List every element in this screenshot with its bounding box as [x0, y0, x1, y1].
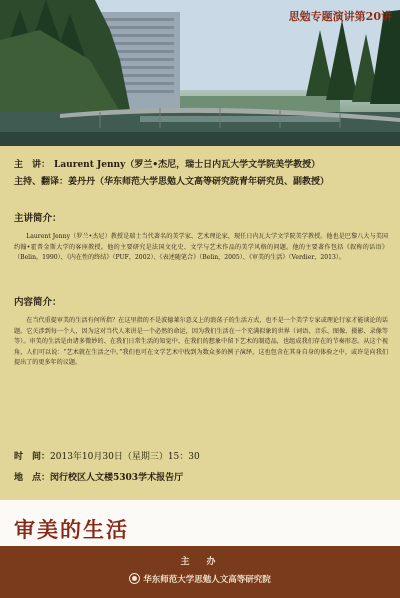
university-emblem-icon	[129, 573, 140, 584]
host-text: 姜丹丹（华东师范大学思勉人文高等研究院青年研究员、副教授）	[68, 177, 330, 187]
content-panel	[0, 146, 400, 500]
host-label: 主持、翻译：	[14, 177, 69, 187]
bio-paragraph-text: Laurent Jenny（罗兰•杰尼）教授是瑞士当代著名的美学家、艺术理论家，现任日内瓦大学文学院美学教授。他也是巴黎八大与美国约翰•霍普金斯大学的客座教授。他的主要研究是法国文化史、文学与艺术作品的美学风格的问题。他的主要著作包括《叙称的话语》（Belin，1990）、《内在性的终结》（PUF，2002）、《表述随笔合》（Belin，2005）、《审美的生活》（Verdier，2013）。	[14, 233, 388, 262]
speaker-line	[14, 157, 320, 170]
campus-photo	[0, 0, 400, 146]
summary-title: 内容简介：	[14, 297, 62, 308]
organizer-name: 华东师范大学思勉人文高等研究院	[143, 575, 271, 585]
summary-paragraph	[14, 316, 388, 369]
place-label: 地 点：	[14, 473, 51, 483]
time-text: 2013年10月30日（星期三）15：30	[50, 452, 200, 462]
place-text: 闵行校区人文楼5303学术报告厅	[50, 473, 184, 483]
series-label: 思勉专题演讲第20讲	[288, 10, 392, 23]
title-band	[0, 500, 400, 546]
time-line	[14, 449, 200, 462]
lecture-title: 审美的生活	[14, 517, 129, 542]
host-line	[14, 174, 329, 187]
organizer-label: 主 办	[180, 557, 220, 567]
bio-title: 主讲简介：	[14, 213, 62, 224]
speaker-label: 主 讲：	[14, 160, 51, 170]
bio-paragraph	[14, 232, 388, 264]
place-line	[14, 470, 183, 483]
time-label: 时 间：	[14, 452, 51, 462]
summary-paragraph-text: 在当代重提审美的生活有何所指？在这里指的不是波德莱尔意义上的浪荡子的生活方式，也不是一个美学专家或理论行家才能谈论的话题。它关涉到每一个人，因为这对当代人来讲是一个必然的命运，因为我们生活在一个充满拟象的世界（词语、音乐、图像、摄影、录像等等）。审美的生活是由诸多微妙的、在我们日常生活的知觉中、在我们的想象中留下艺术的制造品，也组成我们存在的节奏形态。从这个视角，人们可以说：“艺术就在生活之中。”我们也可在文学艺术中找到为数众多的例子演绎，这也包含在其身自身的体验之中，或许是向我们提出了的更多年的议题。	[14, 317, 388, 367]
organizer-footer	[0, 546, 400, 598]
speaker-text: Laurent Jenny（罗兰•杰尼，瑞士日内瓦大学文学院美学教授）	[54, 160, 321, 170]
organizer-line	[0, 573, 400, 585]
